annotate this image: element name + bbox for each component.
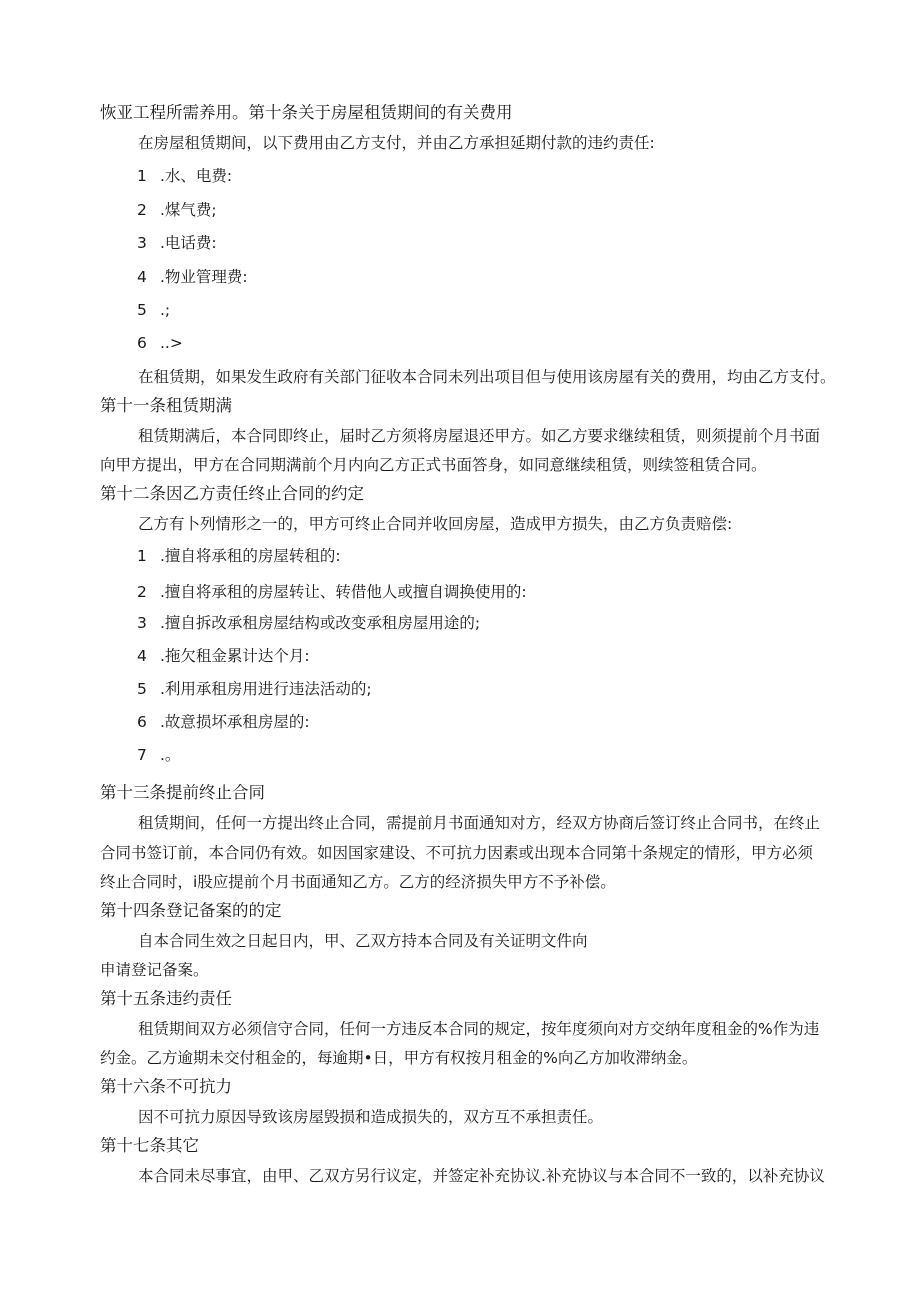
section-15-heading: 第十五条违约责任	[100, 989, 232, 1008]
list-item: .擅自拆改承租房屋结构或改变承租房屋用途的;	[160, 614, 481, 632]
section-14-para-line2: 申请登记备案。	[100, 961, 209, 979]
list-item: .煤气费;	[160, 201, 217, 219]
list-item: .故意损坏承租房屋的:	[160, 713, 310, 731]
list-number: 1	[137, 547, 147, 565]
list-number: 3	[137, 234, 147, 252]
list-number: 6	[137, 334, 147, 352]
list-item: ..>	[160, 334, 183, 352]
section-16-para: 因不可抗力原因导致该房屋毁损和造成损失的，双方互不承担责任。	[138, 1108, 604, 1126]
section-13-para-line1: 租赁期间，任何一方提出终止合同，需提前月书面通知对方，经双方协商后签订终止合同书，在终止	[138, 814, 821, 832]
section-15-para-line2: 约金。乙方逾期未交付租金的，每逾期•日，甲方有权按月租金的%向乙方加收滞纳金。	[100, 1049, 698, 1067]
list-number: 2	[137, 583, 147, 601]
section-13-heading: 第十三条提前终止合同	[100, 783, 265, 802]
section-13-para-line3: 终止合同时，i股应提前个月书面通知乙方。乙方的经济损失甲方不予补偿。	[100, 873, 616, 891]
list-item: .擅自将承租的房屋转让、转借他人或擅自调换使用的:	[160, 583, 527, 601]
section-11-para-line1: 租赁期满后，本合同即终止，届时乙方须将房屋退还甲方。如乙方要求继续租赁，则须提前个月书面	[138, 427, 821, 445]
section-12-intro: 乙方有卜列情形之一的，甲方可终止合同并收回房屋，造成甲方损失，由乙方负责赔偿:	[138, 515, 733, 533]
list-item: .物业管理费:	[160, 268, 248, 286]
list-number: 5	[137, 680, 147, 698]
section-10-intro: 在房屋租赁期间，以下费用由乙方支付，并由乙方承担延期付款的违约责任:	[138, 134, 655, 152]
list-item: .;	[160, 301, 171, 319]
list-item: .。	[160, 746, 181, 764]
section-13-para-line2: 合同书签订前，本合同仍有效。如因国家建设、不可抗力因素或出现本合同第十条规定的情形，甲方必须	[100, 844, 814, 862]
section-10-heading: 恢亚工程所需养用。第十条关于房屋租赁期间的有关费用	[100, 103, 513, 122]
section-14-heading: 第十四条登记备案的的定	[100, 901, 282, 920]
list-number: 6	[137, 713, 147, 731]
section-11-heading: 第十一条租赁期满	[100, 396, 232, 415]
list-number: 3	[137, 614, 147, 632]
list-item: .利用承租房用进行违法活动的;	[160, 680, 372, 698]
section-10-closing: 在租赁期，如果发生政府有关部门征收本合同未列出项目但与使用该房屋有关的费用，均由乙方支付。	[138, 368, 836, 386]
section-14-para-line1: 自本合同生效之日起日内，甲、乙双方持本合同及有关证明文件向	[138, 932, 588, 950]
list-item: .电话费:	[160, 234, 217, 252]
list-number: 1	[137, 167, 147, 185]
list-number: 7	[137, 746, 147, 764]
section-15-para-line1: 租赁期间双方必须信守合同，任何一方违反本合同的规定，按年度须向对方交纳年度租金的%作为违	[138, 1020, 820, 1038]
section-16-heading: 第十六条不可抗力	[100, 1077, 232, 1096]
list-item: .水、电费:	[160, 167, 233, 185]
list-item: .拖欠租金累计达个月:	[160, 647, 310, 665]
section-12-heading: 第十二条因乙方责任终止合同的约定	[100, 484, 364, 503]
section-11-para-line2: 向甲方提出，甲方在合同期满前个月内向乙方正式书面答身，如同意继续租赁，则续签租赁合同。	[100, 456, 767, 474]
list-number: 4	[137, 647, 147, 665]
list-number: 5	[137, 301, 147, 319]
section-17-para: 本合同未尽事宜，由甲、乙双方另行议定，并签定补充协议.补充协议与本合同不一致的，以补充协议	[138, 1167, 825, 1185]
list-item: .擅自将承租的房屋转租的:	[160, 547, 341, 565]
list-number: 2	[137, 201, 147, 219]
list-number: 4	[137, 268, 147, 286]
section-17-heading: 第十七条其它	[100, 1136, 199, 1155]
